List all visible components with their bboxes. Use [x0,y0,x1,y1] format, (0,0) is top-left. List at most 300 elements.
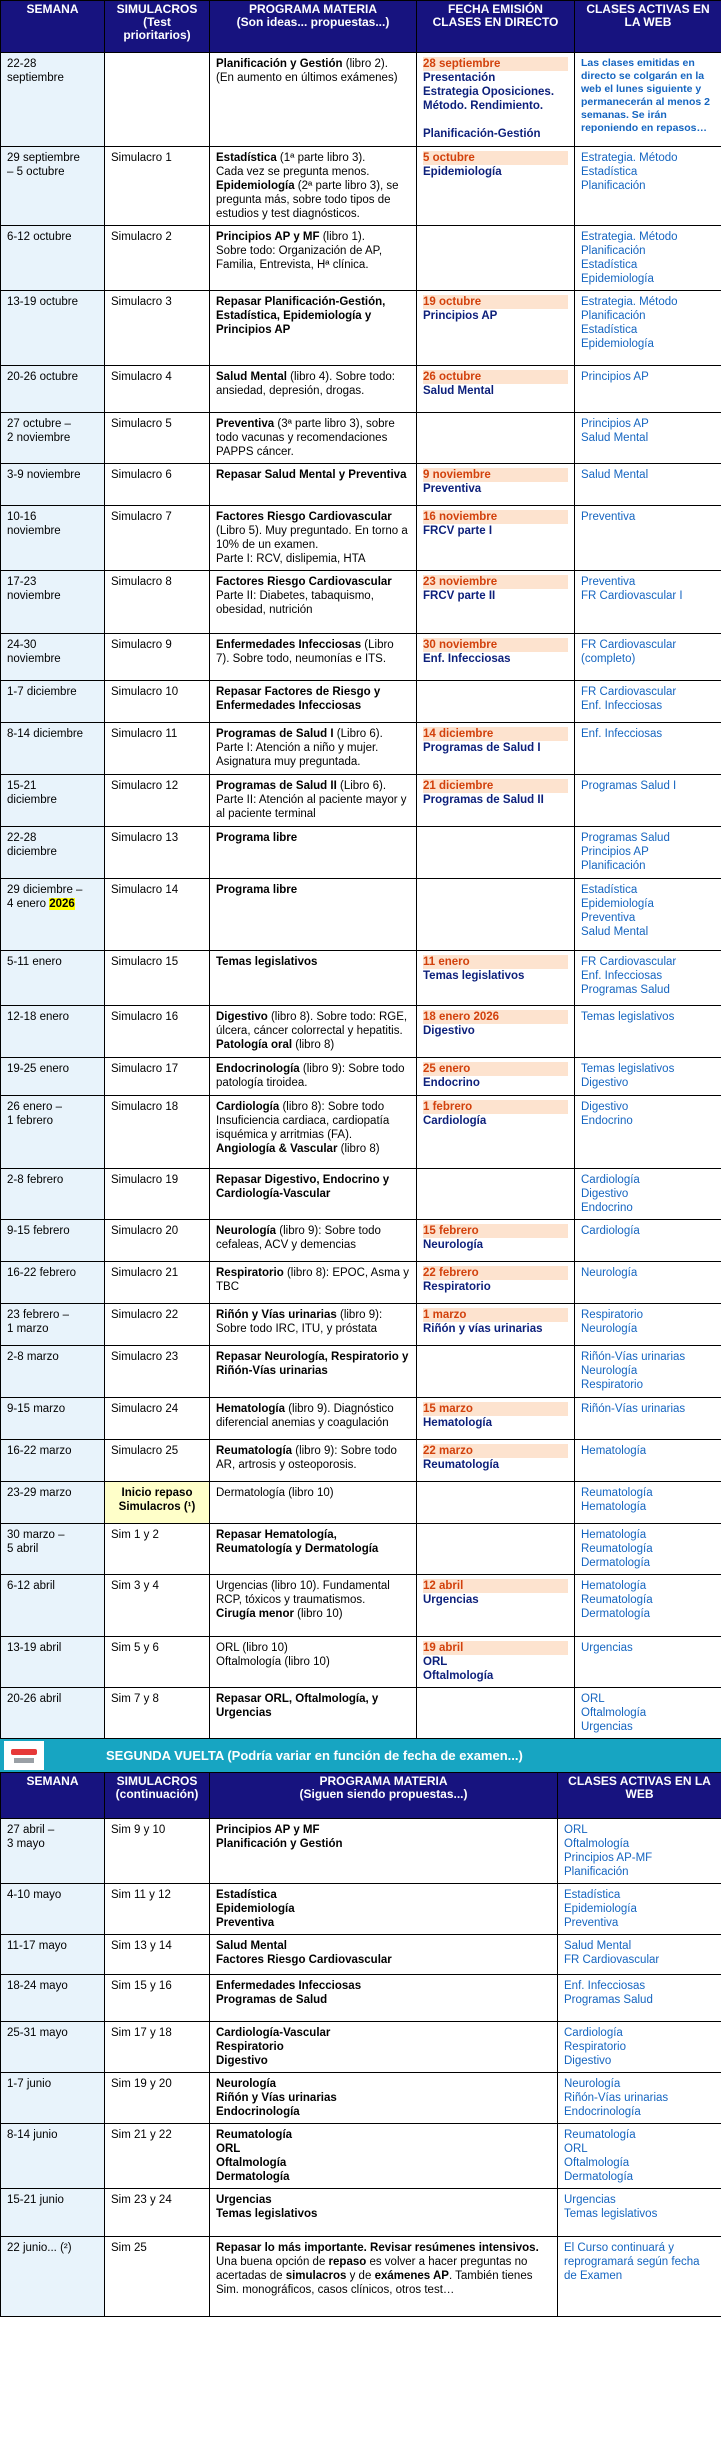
web-classes-cell [575,1637,721,1688]
banner-title: SEGUNDA VUELTA (Podría variar en función de fecha de examen...) [106,1748,523,1763]
web-class-item: Enf. Infecciosas [581,728,663,740]
table-row [1,1524,721,1575]
week-cell: 12-18 enero [1,1006,105,1058]
table-row [1,2022,721,2073]
program-text: Urgencias [216,2194,272,2206]
column-header-2: PROGRAMA MATERIA (Son ideas... propuestas...) [210,1,417,53]
live-topic: Epidemiología [423,166,502,178]
web-class-item: Principios AP [581,846,649,858]
web-classes-cell [558,1884,721,1935]
table-row [1,2237,721,2317]
simulacro-cell: Simulacro 19 [105,1169,210,1220]
web-classes-cell [558,2124,721,2189]
live-class-cell [417,879,575,951]
week-cell: 22 junio... (²) [1,2237,105,2317]
web-class-item: Reumatología [564,2129,636,2141]
column-header-3: CLASES ACTIVAS EN LA WEB [558,1773,721,1819]
web-class-item: Epidemiología [581,898,654,910]
live-class-cell [417,1482,575,1524]
program-text: (libro 10) [293,1608,343,1620]
web-classes-cell [558,2237,721,2317]
live-date: 23 noviembre [423,575,568,589]
simulacro-cell [105,53,210,147]
program-text: Cardiología-Vascular [216,2027,331,2039]
program-text: (libro 9): Sobre todo AR, artrosis y osteoporosis. [216,1445,397,1471]
web-class-item: Endocrino [581,1202,633,1214]
table-row [1,879,721,951]
live-class-cell [417,723,575,775]
simulacro-cell: Simulacro 22 [105,1304,210,1346]
program-cell [210,1096,417,1169]
column-header-2: PROGRAMA MATERIA (Siguen siendo propuestas...) [210,1773,558,1819]
web-class-item: Epidemiología [564,1903,637,1915]
web-class-item: Dermatología [581,1557,651,1569]
table-row [1,1346,721,1398]
week-cell: 20-26 abril [1,1688,105,1739]
program-cell [210,681,417,723]
web-classes-cell [575,1262,721,1304]
program-cell [210,53,417,147]
program-text: Repasar Planificación-Gestión, Estadística, Epidemiología y Principios AP [216,296,386,336]
live-date: 16 noviembre [423,510,568,524]
program-cell [210,1262,417,1304]
web-class-item: Enf. Infecciosas [581,700,663,712]
simulacro-cell: Simulacro 9 [105,634,210,681]
live-class-cell [417,413,575,464]
live-class-cell [417,827,575,879]
live-topic: Digestivo [423,1025,475,1037]
simulacro-cell: Simulacro 15 [105,951,210,1006]
program-cell [210,413,417,464]
program-cell [210,775,417,827]
live-class-cell [417,464,575,506]
week-cell: 27 octubre – 2 noviembre [1,413,105,464]
program-text: Dermatología [216,2171,290,2183]
program-text: Factores Riesgo Cardiovascular [216,576,392,588]
live-topic: Programas de Salud II [423,794,544,806]
week-cell: 30 marzo – 5 abril [1,1524,105,1575]
simulacro-cell: Simulacro 25 [105,1440,210,1482]
live-topic: Neurología [423,1239,484,1251]
program-text: Parte II: Atención al paciente mayor y al paciente terminal [216,794,407,820]
simulacro-cell: Simulacro 14 [105,879,210,951]
table-row [1,2073,721,2124]
live-class-cell [417,634,575,681]
live-class-cell [417,1096,575,1169]
web-classes-cell [558,2022,721,2073]
web-class-item: Preventiva [564,1917,619,1929]
web-class-item: Estrategia. Método [581,296,678,308]
live-date: 15 marzo [423,1402,568,1416]
live-topic: Hematología [423,1417,493,1429]
web-class-item: Reumatología [581,1487,653,1499]
simulacro-cell: Sim 11 y 12 [105,1884,210,1935]
program-text: Preventiva [216,1917,275,1929]
program-text: Salud Mental [216,1940,287,1952]
web-class-item: (completo) [581,653,636,665]
web-class-item: Riñón-Vías urinarias [581,1403,686,1415]
program-cell [210,1688,417,1739]
simulacro-cell: Sim 23 y 24 [105,2189,210,2237]
program-text: Repasar Salud Mental y Preventiva [216,469,407,481]
web-classes-cell [575,775,721,827]
program-text: Oftalmología (libro 10) [216,1656,330,1668]
live-class-cell [417,1262,575,1304]
live-date: 18 enero 2026 [423,1010,568,1024]
web-class-item: Planificación [581,860,646,872]
web-classes-cell [575,366,721,413]
web-classes-cell [575,226,721,291]
program-text: Endocrinología [216,2106,300,2118]
simulacro-cell: Simulacro 13 [105,827,210,879]
web-classes-cell [575,413,721,464]
program-text: Repasar Neurología, Respiratorio y Riñón-Vías urinarias [216,1351,409,1377]
simulacro-cell: Sim 17 y 18 [105,2022,210,2073]
program-text: Neurología [216,1225,277,1237]
live-class-cell [417,366,575,413]
week-cell: 1-7 diciembre [1,681,105,723]
web-class-item: Enf. Infecciosas [564,1980,646,1992]
web-class-item: Principios AP [581,371,649,383]
program-text: (libro 8) [292,1039,335,1051]
program-text: Programas de Salud [216,1994,328,2006]
week-cell: 5-11 enero [1,951,105,1006]
program-text: Angiología & Vascular [216,1143,338,1155]
program-text: (libro 9): Sobre todo IRC, ITU, y próstata [216,1309,383,1335]
program-text: Urgencias (libro 10). Fundamental RCP, tóxicos y traumatismos. [216,1580,390,1606]
program-text: Salud Mental [216,371,287,383]
week-cell: 25-31 mayo [1,2022,105,2073]
program-text: (libro 8). Sobre todo: RGE, úlcera, cáncer colorrectal y hepatitis. [216,1011,408,1037]
web-classes-cell [575,147,721,226]
program-text: (Libro 7). Sobre todo, neumonías e ITS. [216,639,394,665]
simulacro-cell: Simulacro 12 [105,775,210,827]
table-row [1,226,721,291]
program-text: Programa libre [216,832,298,844]
live-class-cell [417,1304,575,1346]
program-text: Respiratorio [216,1267,284,1279]
simulacro-cell: Simulacro 18 [105,1096,210,1169]
live-date: 1 marzo [423,1308,568,1322]
live-topic: Programas de Salud I [423,742,541,754]
simulacro-cell: Sim 5 y 6 [105,1637,210,1688]
live-topic: Principios AP [423,310,498,322]
program-cell [210,1398,417,1440]
week-cell: 23-29 marzo [1,1482,105,1524]
live-topic: Endocrino [423,1077,480,1089]
live-class-cell [417,1524,575,1575]
week-cell: 11-17 mayo [1,1935,105,1975]
live-class-cell [417,1346,575,1398]
program-text: Factores Riesgo Cardiovascular [216,511,392,523]
week-cell: 9-15 marzo [1,1398,105,1440]
table-row [1,827,721,879]
program-text: Programa libre [216,884,298,896]
web-classes-cell [575,1096,721,1169]
web-class-item: Cardiología [564,2027,623,2039]
live-topic: Temas legislativos [423,970,525,982]
column-header-4: CLASES ACTIVAS EN LA WEB [575,1,721,53]
live-date: 1 febrero [423,1100,568,1114]
web-classes-cell [575,1524,721,1575]
web-class-item: Oftalmología [564,2157,630,2169]
program-text: Estadística [216,152,277,164]
program-cell [210,1935,558,1975]
web-classes-cell [575,1575,721,1637]
program-text: Sobre todo: Organización de AP, Familia, Entrevista, Hª clínica. [216,245,383,271]
simulacro-cell: Sim 15 y 16 [105,1975,210,2022]
web-class-item: Estrategia. Método [581,152,678,164]
week-cell: 3-9 noviembre [1,464,105,506]
table-row [1,1096,721,1169]
logo-icon [4,1741,44,1770]
program-cell [210,1440,417,1482]
program-text: Factores Riesgo Cardiovascular [216,1954,392,1966]
table-row [1,1819,721,1884]
live-topic: Estrategia Oposiciones. [423,86,555,98]
web-class-item: Digestivo [581,1101,629,1113]
program-text: (Libro 6). [333,728,383,740]
program-cell [210,1220,417,1262]
web-class-item: Preventiva [581,511,636,523]
week-cell: 15-21 junio [1,2189,105,2237]
live-date: 19 octubre [423,295,568,309]
program-text: ORL [216,2143,241,2155]
web-class-item: Riñón-Vías urinarias [581,1351,686,1363]
column-header-0: SEMANA [1,1,105,53]
program-text: Una buena opción de [216,2256,329,2268]
live-class-cell [417,1006,575,1058]
program-text: Repasar Hematología, Reumatología y Dermatología [216,1529,379,1555]
program-text: Estadística [216,1889,277,1901]
web-class-item: Hematología [581,1501,647,1513]
program-cell [210,1819,558,1884]
table-row [1,1884,721,1935]
week-cell: 8-14 diciembre [1,723,105,775]
program-cell [210,464,417,506]
program-text: Temas legislativos [216,2208,318,2220]
year-highlight: 2026 [49,898,75,910]
live-date: 26 octubre [423,370,568,384]
program-cell [210,2073,558,2124]
web-class-item: Neurología [581,1267,638,1279]
table-row [1,634,721,681]
web-class-item: FR Cardiovascular [581,639,677,651]
program-cell [210,827,417,879]
web-classes-cell [558,1935,721,1975]
column-header-0: SEMANA [1,1773,105,1819]
web-class-item: Preventiva [581,912,636,924]
live-class-cell [417,291,575,366]
program-cell [210,1884,558,1935]
program-text: Riñón y Vías urinarias [216,2092,337,2104]
live-topic: FRCV parte II [423,590,496,602]
web-class-item: Respiratorio [581,1309,643,1321]
simulacro-cell: Simulacro 10 [105,681,210,723]
program-text: (Libro 5). Muy preguntado. En torno a 10% de un examen. [216,525,408,551]
program-text: Oftalmología [216,2157,287,2169]
table-row [1,1006,721,1058]
web-class-item: Dermatología [581,1608,651,1620]
web-classes-cell [575,1346,721,1398]
week-cell: 10-16 noviembre [1,506,105,571]
live-class-cell [417,681,575,723]
live-class-cell [417,1220,575,1262]
week-cell: 15-21 diciembre [1,775,105,827]
column-header-1: SIMULACROS (continuación) [105,1773,210,1819]
table-row [1,147,721,226]
web-class-item: Epidemiología [581,273,654,285]
week-cell: 18-24 mayo [1,1975,105,2022]
week-cell: 6-12 abril [1,1575,105,1637]
table-row [1,53,721,147]
live-class-cell [417,1637,575,1688]
program-text: (libro 9): Sobre todo patología tiroidea. [216,1063,405,1089]
web-class-item: Dermatología [564,2171,634,2183]
program-text: Epidemiología [216,1903,295,1915]
live-date: 28 septiembre [423,57,568,71]
program-text: Cada vez se pregunta menos. [216,166,370,178]
live-class-cell [417,571,575,634]
program-cell [210,226,417,291]
web-note: Las clases emitidas en directo se colgarán en la web el lunes siguiente y permanecerán al menos 2 semanas. Se irán reponiendo en repasos… [581,57,710,134]
table-row [1,1058,721,1096]
live-date: 9 noviembre [423,468,568,482]
web-class-item: Endocrino [581,1115,633,1127]
program-text: Repasar Factores de Riesgo y Enfermedades Infecciosas [216,686,381,712]
program-text: Principios AP y MF [216,1824,320,1836]
simulacro-cell: Simulacro 6 [105,464,210,506]
web-classes-cell [575,1006,721,1058]
program-text: (libro 2). [342,58,388,70]
web-class-item: Principios AP-MF [564,1852,653,1864]
program-text: Enfermedades Infecciosas [216,639,362,651]
week-cell: 23 febrero – 1 marzo [1,1304,105,1346]
web-classes-cell [558,2073,721,2124]
program-text: (1ª parte libro 3). [276,152,366,164]
program-text: Cirugía menor [216,1608,294,1620]
program-text: Cardiología [216,1101,280,1113]
live-date: 11 enero [423,955,568,969]
program-text: Reumatología [216,1445,293,1457]
program-cell [210,1058,417,1096]
week-cell: 26 enero – 1 febrero [1,1096,105,1169]
week-cell: 16-22 febrero [1,1262,105,1304]
live-topic: Reumatología [423,1459,500,1471]
week-cell: 27 abril – 3 mayo [1,1819,105,1884]
program-text: repaso [328,2256,367,2268]
table-row [1,1262,721,1304]
program-cell [210,1524,417,1575]
second-round-header [1,1773,721,1819]
simulacro-cell: Simulacro 11 [105,723,210,775]
live-class-cell [417,1169,575,1220]
web-classes-cell [575,1058,721,1096]
web-class-item: Epidemiología [581,338,654,350]
week-cell: 22-28 diciembre [1,827,105,879]
simulacro-cell: Simulacro 2 [105,226,210,291]
program-cell [210,2124,558,2189]
live-topic: ORL [423,1656,448,1668]
program-cell [210,2022,558,2073]
web-class-item: Urgencias [581,1721,633,1733]
program-text: Endocrinología [216,1063,300,1075]
live-class-cell [417,951,575,1006]
web-class-item: Programas Salud [581,984,670,996]
second-round-table [0,1772,721,2317]
program-text: (libro 9). Diagnóstico diferencial anemias y coagulación [216,1403,394,1429]
program-cell [210,366,417,413]
table-row [1,1169,721,1220]
web-classes-cell [575,1688,721,1739]
web-class-item: Programas Salud I [581,780,677,792]
web-class-item: Salud Mental [581,926,649,938]
week-cell: 13-19 abril [1,1637,105,1688]
web-classes-cell [575,506,721,571]
program-text: (libro 4). Sobre todo: ansiedad, depresión, drogas. [216,371,395,397]
web-class-item: FR Cardiovascular I [581,590,683,602]
live-topic: Preventiva [423,483,482,495]
program-text: Repasar Digestivo, Endocrino y Cardiología-Vascular [216,1174,390,1200]
program-text: Temas legislativos [216,956,318,968]
program-text: Enfermedades Infecciosas [216,1980,362,1992]
week-cell: 13-19 octubre [1,291,105,366]
program-cell [210,1169,417,1220]
web-classes-cell [575,571,721,634]
live-class-cell [417,1398,575,1440]
table-row [1,571,721,634]
column-header-1: SIMULACROS (Test prioritarios) [105,1,210,53]
simulacro-cell: Sim 13 y 14 [105,1935,210,1975]
live-topic: FRCV parte I [423,525,493,537]
program-text: Planificación y Gestión [216,1838,343,1850]
program-text: Respiratorio [216,2041,284,2053]
simulacro-cell: Simulacro 1 [105,147,210,226]
web-class-item: Digestivo [581,1077,629,1089]
web-class-item: Oftalmología [581,1707,647,1719]
program-text: (libro 1). [319,231,365,243]
program-text: exámenes AP [374,2270,449,2282]
web-class-item: Programas Salud [581,832,670,844]
table-row [1,1935,721,1975]
simulacro-cell: Simulacro 21 [105,1262,210,1304]
web-classes-cell [575,1398,721,1440]
week-cell: 4-10 mayo [1,1884,105,1935]
web-classes-cell [575,634,721,681]
program-text: Hematología [216,1403,286,1415]
web-classes-cell [575,1440,721,1482]
web-class-item: Salud Mental [564,1940,632,1952]
table-row [1,2189,721,2237]
live-date: 30 noviembre [423,638,568,652]
simulacro-cell: Sim 1 y 2 [105,1524,210,1575]
week-cell: 8-14 junio [1,2124,105,2189]
simulacro-cell: Sim 9 y 10 [105,1819,210,1884]
live-topic [423,113,568,127]
web-classes-cell [575,681,721,723]
web-class-item: Estrategia. Método [581,231,678,243]
simulacro-cell: Simulacro 16 [105,1006,210,1058]
web-class-item: Riñón-Vías urinarias [564,2092,669,2104]
live-class-cell [417,1575,575,1637]
week-cell: 2-8 marzo [1,1346,105,1398]
web-class-item: Hematología [581,1529,647,1541]
live-class-cell [417,53,575,147]
program-cell [210,291,417,366]
program-text: (Libro 6). [336,780,387,792]
program-text: Epidemiología [216,180,295,192]
web-classes-cell [558,2189,721,2237]
